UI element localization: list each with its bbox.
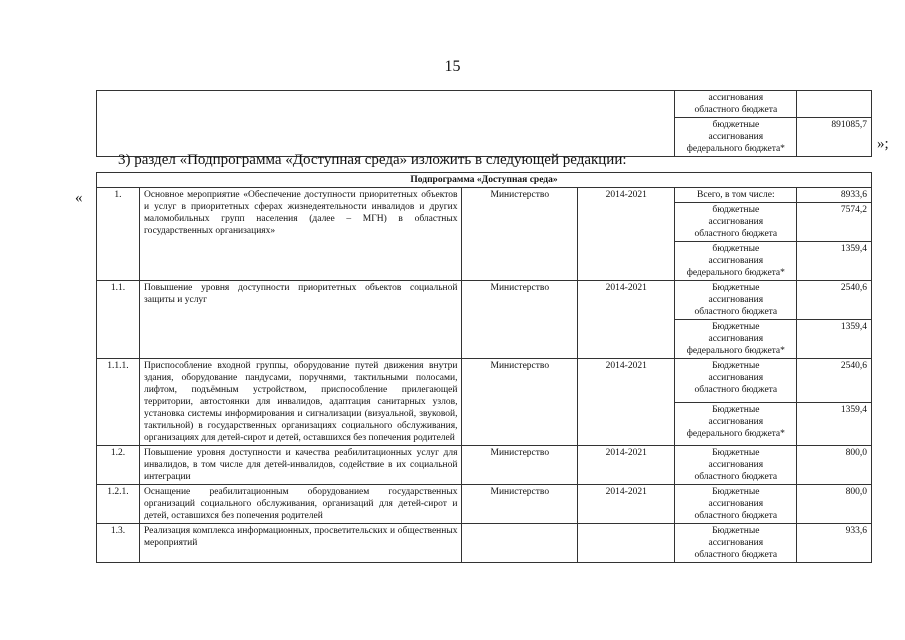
item-name: Реализация комплекса информационных, просветительских и общественных мероприятий xyxy=(139,524,461,563)
item-executor: Министерство xyxy=(462,446,578,485)
item-executor: Министерство xyxy=(462,359,578,446)
funding-value: 2540,6 xyxy=(797,281,872,320)
funding-value: 8933,6 xyxy=(797,188,872,203)
item-years: 2014-2021 xyxy=(578,485,675,524)
value-cell: 891085,7 xyxy=(797,118,872,157)
funding-value: 933,6 xyxy=(797,524,872,563)
table-row xyxy=(97,188,872,203)
item-years: 2014-2021 xyxy=(578,281,675,359)
item-years: 2014-2021 xyxy=(578,359,675,446)
closing-quote: »; xyxy=(877,136,889,152)
funding-value: 800,0 xyxy=(797,485,872,524)
empty-cell xyxy=(97,91,675,157)
item-number: 1. xyxy=(97,188,140,281)
funding-value: 800,0 xyxy=(797,446,872,485)
funding-source: Бюджетные ассигнования федерального бюджета* xyxy=(675,320,797,359)
item-years: 2014-2021 xyxy=(578,446,675,485)
section-heading: 3) раздел «Подпрограмма «Доступная среда» изложить в следующей редакции: xyxy=(118,152,627,168)
funding-source: Бюджетные ассигнования областного бюджета xyxy=(675,446,797,485)
source-cell: бюджетные ассигнования федерального бюджета* xyxy=(675,118,797,157)
funding-source: Бюджетные ассигнования областного бюджета xyxy=(675,485,797,524)
item-name: Приспособление входной группы, оборудование путей движения внутри здания, оборудование пандусами, поручнями, тактильными полосами, лифтом, подъёмным устройством, приспособление прилегающей территории, автостоянки для инвалидов, адаптация санитарных узлов, установка системы информирования и сигнализации (визуальной, звуковой, тактильной) в государственных организациях социального обслуживания, организациях для детей-сирот и детей, оставшихся без попечения родителей xyxy=(139,359,461,446)
item-number: 1.1.1. xyxy=(97,359,140,446)
main-table xyxy=(96,172,872,563)
item-name: Основное мероприятие «Обеспечение доступности приоритетных объектов и услуг в приоритетных сферах жизнедеятельности инвалидов и других маломобильных групп населения (далее – МГН) в областных государственных организациях» xyxy=(139,188,461,281)
item-name: Повышение уровня доступности и качества реабилитационных услуг для инвалидов, в том числе для детей-инвалидов, содействие в их социальной интеграции xyxy=(139,446,461,485)
funding-value: 1359,4 xyxy=(797,402,872,446)
item-name: Оснащение реабилитационным оборудованием государственных организаций социального обслуживания, организаций для детей-сирот и детей, оставшихся без попечения родителей xyxy=(139,485,461,524)
table-header-row xyxy=(97,173,872,188)
item-number: 1.3. xyxy=(97,524,140,563)
funding-source: Всего, в том числе: xyxy=(675,188,797,203)
funding-source: бюджетные ассигнования областного бюджета xyxy=(675,203,797,242)
value-cell xyxy=(797,91,872,118)
source-cell: ассигнования областного бюджета xyxy=(675,91,797,118)
item-years xyxy=(578,524,675,563)
table-row xyxy=(97,446,872,485)
funding-value: 1359,4 xyxy=(797,242,872,281)
funding-value: 2540,6 xyxy=(797,359,872,403)
funding-source: бюджетные ассигнования федерального бюджета* xyxy=(675,242,797,281)
table-row xyxy=(97,359,872,403)
item-number: 1.1. xyxy=(97,281,140,359)
funding-value: 1359,4 xyxy=(797,320,872,359)
table-row xyxy=(97,281,872,320)
item-executor: Министерство xyxy=(462,485,578,524)
table-header: Подпрограмма «Доступная среда» xyxy=(97,173,872,188)
item-number: 1.2.1. xyxy=(97,485,140,524)
item-executor xyxy=(462,524,578,563)
table-row xyxy=(97,485,872,524)
item-executor: Министерство xyxy=(462,188,578,281)
funding-source: Бюджетные ассигнования областного бюджета xyxy=(675,281,797,320)
funding-source: Бюджетные ассигнования областного бюджета xyxy=(675,524,797,563)
top-table xyxy=(96,90,872,157)
table-row xyxy=(97,91,872,118)
item-name: Повышение уровня доступности приоритетных объектов социальной защиты и услуг xyxy=(139,281,461,359)
table-row xyxy=(97,524,872,563)
page-number: 15 xyxy=(444,58,461,75)
opening-quote: « xyxy=(75,190,83,206)
funding-source: Бюджетные ассигнования федерального бюджета* xyxy=(675,402,797,446)
funding-source: Бюджетные ассигнования областного бюджета xyxy=(675,359,797,403)
item-executor: Министерство xyxy=(462,281,578,359)
funding-value: 7574,2 xyxy=(797,203,872,242)
item-number: 1.2. xyxy=(97,446,140,485)
item-years: 2014-2021 xyxy=(578,188,675,281)
